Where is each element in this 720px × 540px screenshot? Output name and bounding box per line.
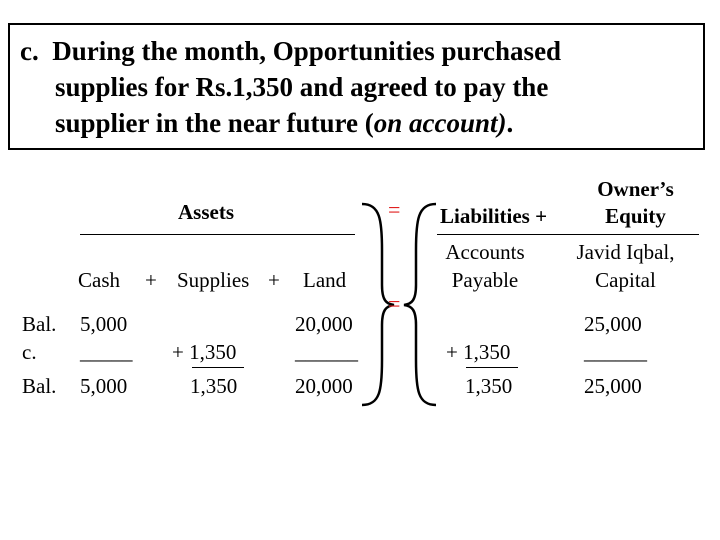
plus-sign-2: + xyxy=(268,268,280,292)
title-text-1: During the month, Opportunities purchased xyxy=(52,36,562,66)
capital-cell: 25,000 xyxy=(584,312,642,336)
capital-label-line2: Capital xyxy=(595,268,656,292)
owners-header-line2: Equity xyxy=(605,204,666,228)
row-label: Bal. xyxy=(22,312,57,336)
land-cell: 20,000 xyxy=(295,312,353,336)
cash-cell: _____ xyxy=(80,340,133,364)
supplies-underline xyxy=(192,367,244,368)
row-label: Bal. xyxy=(22,374,57,398)
ap-cell: + 1,350 xyxy=(446,340,511,364)
supplies-cell: 1,350 xyxy=(190,374,238,398)
liabilities-header: Liabilities + xyxy=(440,204,548,228)
land-cell: ______ xyxy=(295,340,358,364)
capital-label-line1: Javid Iqbal, xyxy=(576,240,675,264)
on-account-text: on account) xyxy=(373,108,507,138)
equals-middle: = xyxy=(388,291,401,316)
ap-underline xyxy=(466,367,518,368)
row-label: c. xyxy=(22,340,37,364)
left-brace xyxy=(404,204,436,405)
equals-top: = xyxy=(388,197,401,222)
item-label: c. xyxy=(20,36,39,66)
title-line-2: supplies for Rs.1,350 and agreed to pay the xyxy=(55,72,549,102)
ap-cell: 1,350 xyxy=(465,374,513,398)
plus-sign-1: + xyxy=(145,268,157,292)
owners-header-line1: Owner’s xyxy=(597,177,674,201)
land-cell: 20,000 xyxy=(295,374,353,398)
cash-cell: 5,000 xyxy=(80,374,128,398)
ap-label-line1: Accounts xyxy=(445,240,525,264)
assets-header: Assets xyxy=(178,200,234,224)
title-text-3: supplier in the near future ( xyxy=(55,108,374,138)
ap-label-line2: Payable xyxy=(451,268,519,292)
title-box xyxy=(8,23,705,150)
cash-cell: 5,000 xyxy=(80,312,128,336)
title-line-1 xyxy=(20,33,693,69)
cash-col-label: Cash xyxy=(78,268,120,292)
capital-cell: 25,000 xyxy=(584,374,642,398)
capital-cell: ______ xyxy=(584,340,647,364)
liab-equity-rule xyxy=(437,234,699,235)
assets-rule xyxy=(80,234,355,235)
supplies-col-label: Supplies xyxy=(177,268,250,292)
land-col-label: Land xyxy=(303,268,347,292)
supplies-cell: + 1,350 xyxy=(172,340,237,364)
title-line-3 xyxy=(20,105,693,141)
title-period: . xyxy=(506,108,514,138)
